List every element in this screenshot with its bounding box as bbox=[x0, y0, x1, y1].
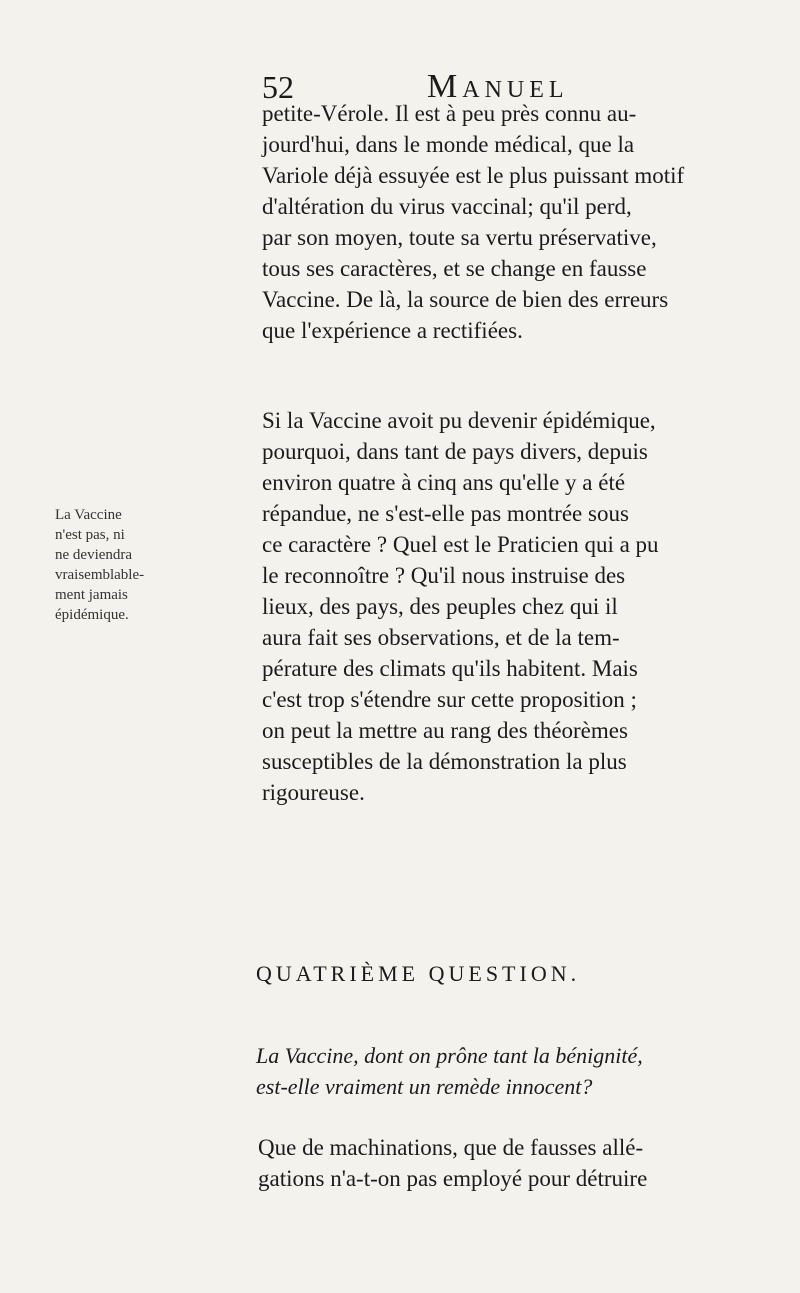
running-title: Manuel bbox=[427, 68, 569, 105]
text-line: aura fait ses observations, et de la tem- bbox=[262, 625, 620, 650]
text-line: rigoureuse. bbox=[262, 780, 365, 805]
margin-note-line: épidémique. bbox=[55, 607, 129, 623]
text-line: Si la Vaccine avoit pu devenir épidémique, bbox=[262, 408, 656, 433]
margin-note-line: n'est pas, ni bbox=[55, 527, 125, 543]
section-heading: QUATRIÈME QUESTION. bbox=[256, 961, 581, 986]
paragraph-1 bbox=[262, 98, 776, 346]
question-line: La Vaccine, dont on prône tant la bénignité, bbox=[256, 1043, 643, 1068]
text-line: tous ses caractères, et se change en fausse bbox=[262, 256, 647, 281]
text-line: Vaccine. De là, la source de bien des erreurs bbox=[262, 287, 669, 312]
text-line: ce caractère ? Quel est le Praticien qui a pu bbox=[262, 532, 659, 557]
text-line: le reconnoître ? Qu'il nous instruise des bbox=[262, 563, 626, 588]
text-line: petite-Vérole. Il est à peu près connu au- bbox=[262, 101, 637, 126]
text-line: Variole déjà essuyée est le plus puissant motif bbox=[262, 163, 685, 188]
text-line: d'altération du virus vaccinal; qu'il perd, bbox=[262, 194, 632, 219]
text-line: susceptibles de la démonstration la plus bbox=[262, 749, 627, 774]
paragraph-3 bbox=[258, 1132, 768, 1194]
section-question bbox=[256, 1040, 776, 1102]
margin-note-line: La Vaccine bbox=[55, 507, 122, 523]
text-line: que l'expérience a rectifiées. bbox=[262, 318, 523, 343]
text-line: environ quatre à cinq ans qu'elle y a été bbox=[262, 470, 626, 495]
paragraph-2 bbox=[262, 405, 776, 808]
page-number: 52 bbox=[262, 69, 294, 105]
text-line: c'est trop s'étendre sur cette proposition ; bbox=[262, 687, 637, 712]
question-line: est-elle vraiment un remède innocent? bbox=[256, 1074, 593, 1099]
text-line: lieux, des pays, des peuples chez qui il bbox=[262, 594, 618, 619]
text-line: pérature des climats qu'ils habitent. Mais bbox=[262, 656, 638, 681]
text-line: pourquoi, dans tant de pays divers, depuis bbox=[262, 439, 648, 464]
margin-note bbox=[55, 505, 255, 625]
text-line: par son moyen, toute sa vertu préservative, bbox=[262, 225, 657, 250]
text-line: répandue, ne s'est-elle pas montrée sous bbox=[262, 501, 629, 526]
margin-note-line: vraisemblable- bbox=[55, 567, 145, 583]
margin-note-line: ne deviendra bbox=[55, 547, 133, 563]
margin-note-line: ment jamais bbox=[55, 587, 128, 603]
text-line: jourd'hui, dans le monde médical, que la bbox=[262, 132, 635, 157]
text-line: gations n'a-t-on pas employé pour détruire bbox=[258, 1166, 648, 1191]
text-line: Que de machinations, que de fausses allé- bbox=[258, 1135, 644, 1160]
text-line: on peut la mettre au rang des théorèmes bbox=[262, 718, 628, 743]
